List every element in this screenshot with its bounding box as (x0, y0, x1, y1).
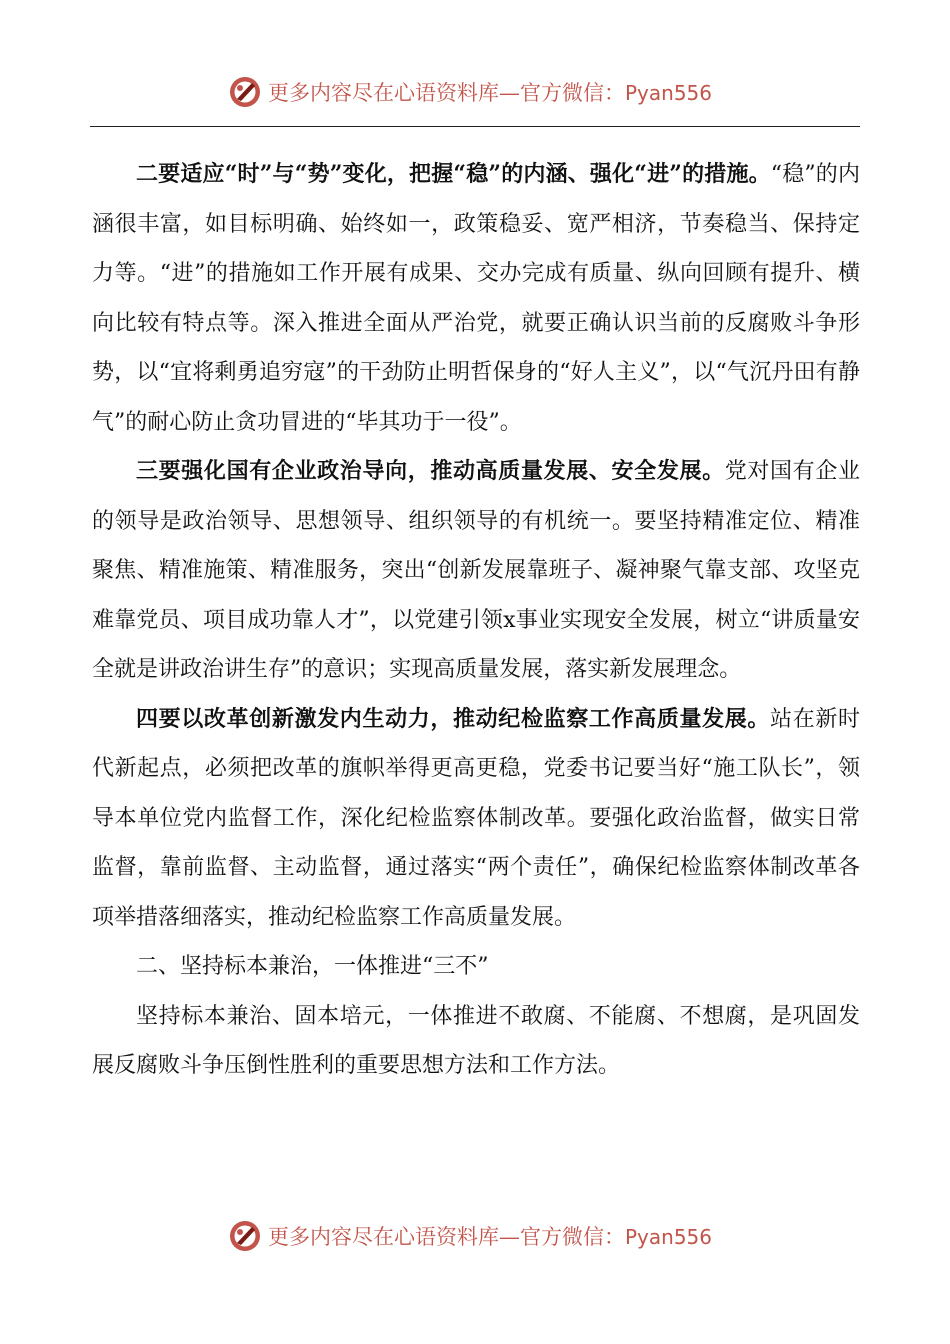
brand-logo-icon (228, 1219, 262, 1253)
paragraph-lead: 三要强化国有企业政治导向，推动高质量发展、安全发展。 (136, 458, 725, 484)
header-banner (228, 72, 712, 112)
document-body (92, 150, 860, 1091)
footer-wechat-id: Pyan556 (625, 1225, 713, 1249)
paragraph-text: 党对国有企业的领导是政治领导、思想领导、组织领导的有机统一。要坚持精准定位、精准聚焦、精准施策、精准服务，突出“创新发展靠班子、凝神聚气靠支部、攻坚克难靠党员、项目成功靠人才”，以党建引领x事业实现安全发展，树立“讲质量安全就是讲政治讲生存”的意识；实现高质量发展，落实新发展理念。 (92, 459, 860, 682)
paragraph-text: 坚持标本兼治、固本培元，一体推进不敢腐、不能腐、不想腐，是巩固发展反腐败斗争压倒性胜利的重要思想方法和工作方法。 (92, 1003, 860, 1078)
section-heading (92, 942, 860, 992)
paragraph-4 (92, 695, 860, 943)
paragraph-2 (92, 150, 860, 447)
header-banner-text: 更多内容尽在心语资料库—官方微信：Pyan556 (268, 81, 713, 105)
paragraph-lead: 四要以改革创新激发内生动力，推动纪检监察工作高质量发展。 (136, 705, 771, 732)
paragraph-text: “稳”的内涵很丰富，如目标明确、始终如一，政策稳妥、宽严相济，节奏稳当、保持定力等。“进”的措施如工作开展有成果、交办完成有质量、纵向回顾有提升、横向比较有特点等。深入推进全面从严治党，就要正确认识当前的反腐败斗争形势，以“宜将剩勇追穷寇”的干劲防止明哲保身的“好人主义”，以“气沉丹田有静气”的耐心防止贪功冒进的“毕其功于一役”。 (92, 162, 860, 435)
footer-banner (228, 1216, 712, 1256)
paragraph-text: 站在新时代新起点，必须把改革的旗帜举得更高更稳，党委书记要当好“施工队长”，领导本单位党内监督工作，深化纪检监察体制改革。要强化政治监督，做实日常监督，靠前监督、主动监督，通过落实“两个责任”，确保纪检监察体制改革各项举措落细落实，推动纪检监察工作高质量发展。 (92, 706, 860, 930)
header-wechat-id: Pyan556 (625, 81, 713, 105)
paragraph-lead: 二要适应“时”与“势”变化，把握“稳”的内涵、强化“进”的措施。 (136, 161, 771, 187)
section-heading-text: 二、坚持标本兼治，一体推进“三不” (136, 954, 489, 979)
paragraph-intro (92, 992, 860, 1091)
paragraph-3 (92, 447, 860, 695)
brand-logo-icon (228, 75, 262, 109)
header-rule (90, 126, 860, 127)
footer-banner-text: 更多内容尽在心语资料库—官方微信：Pyan556 (268, 1225, 713, 1249)
